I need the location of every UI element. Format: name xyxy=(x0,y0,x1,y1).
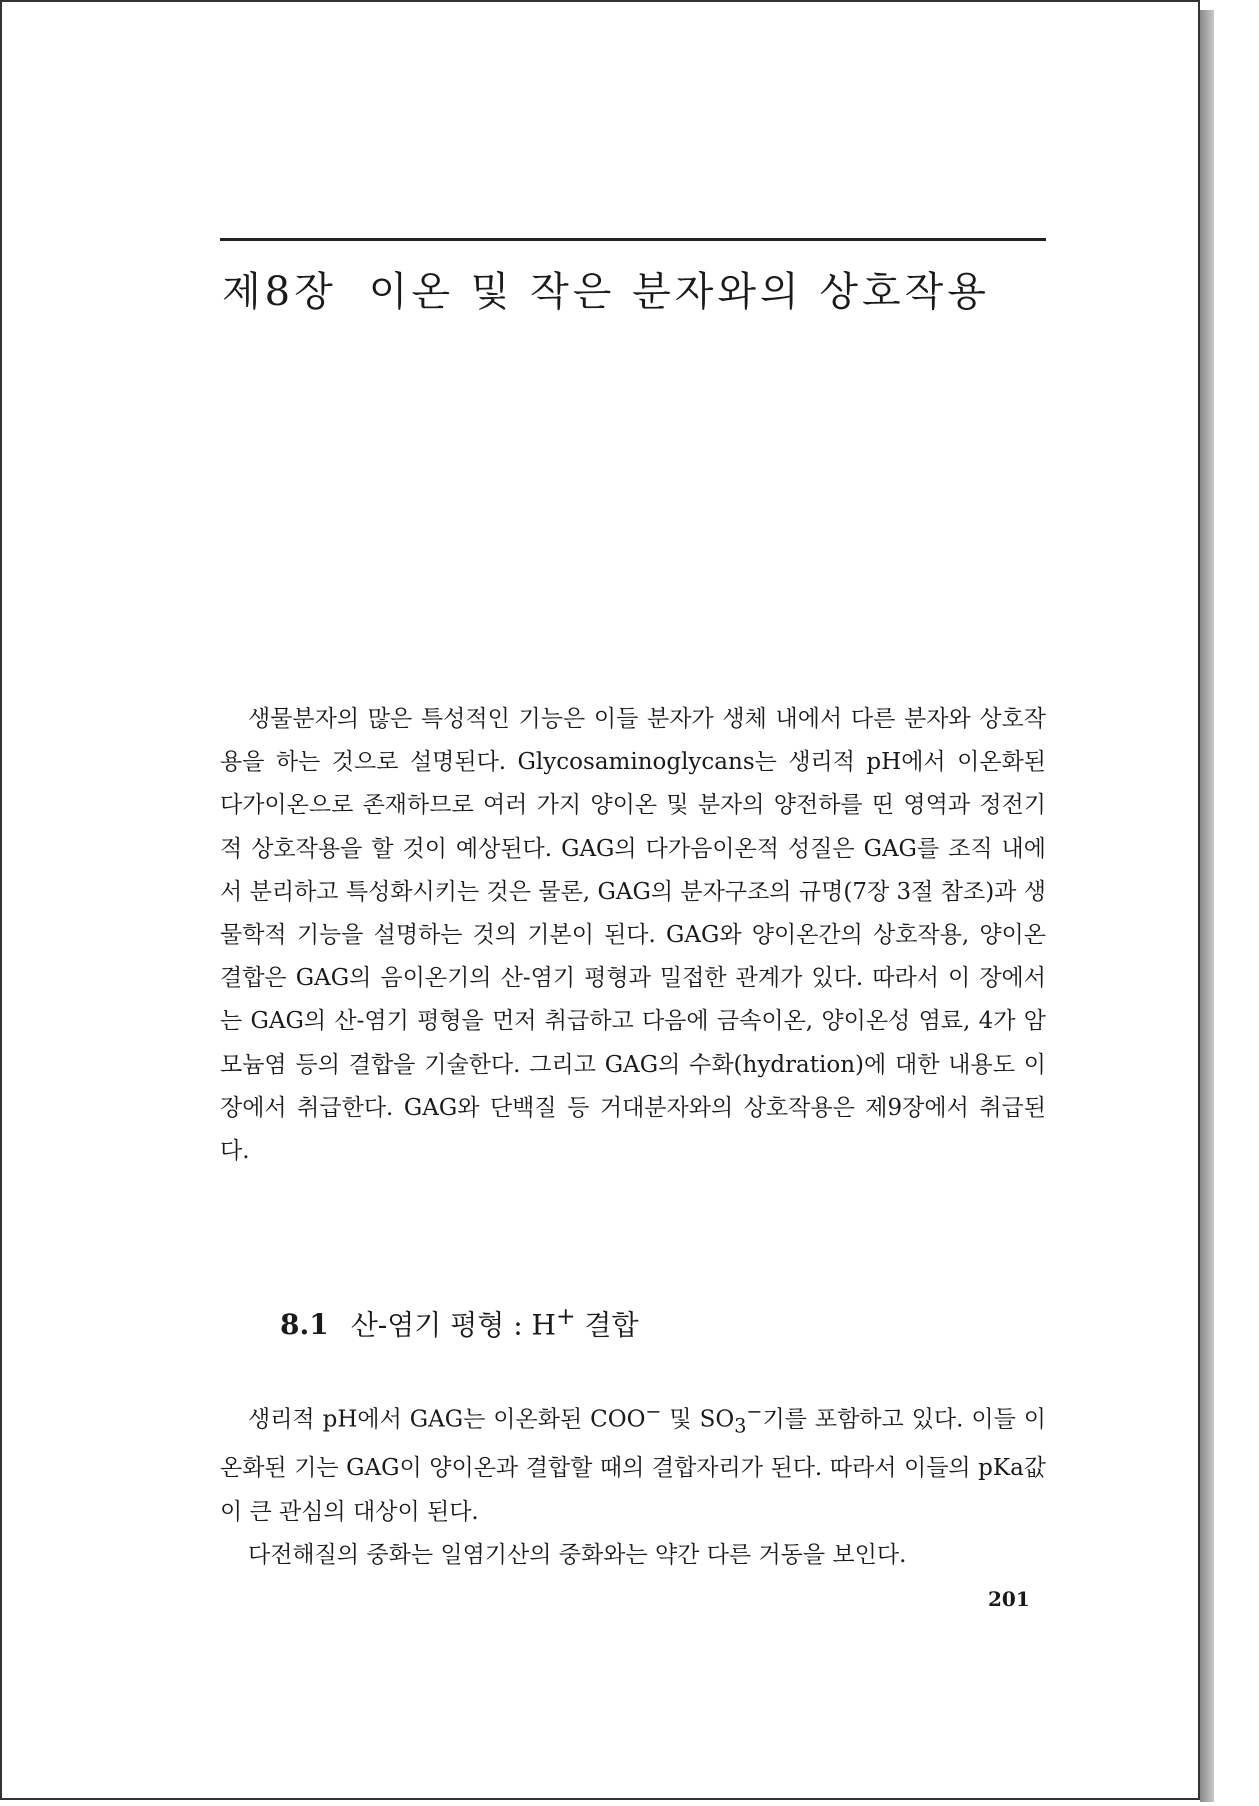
section-title-superscript: + xyxy=(555,1302,576,1330)
section-heading xyxy=(280,1302,639,1343)
section-title-suffix: 결합 xyxy=(575,1308,639,1342)
page-number: 201 xyxy=(988,1587,1030,1611)
chapter-title-text: 이온 및 작은 분자와의 상호작용 xyxy=(368,269,990,315)
section-number: 8.1 xyxy=(280,1308,329,1342)
intro-text xyxy=(220,698,1046,1173)
section-p1-part3: 기를 포함하고 있다. 이들 이온화된 기는 GAG이 양이온과 결합할 때의 결합자리가 된다. 따라서 이들의 pKa값이 큰 관심의 대상이 된다. xyxy=(220,1406,1046,1525)
section-p1-part2: 및 SO xyxy=(661,1406,735,1433)
section-p1-sup2: − xyxy=(746,1400,763,1423)
page-edge-shadow xyxy=(1200,10,1214,1802)
section-paragraph-2: 다전해질의 중화는 일염기산의 중화와는 약간 다른 거동을 보인다. xyxy=(248,1541,907,1568)
section-body xyxy=(220,1390,1046,1577)
section-title-prefix: 산-염기 평형 : H xyxy=(350,1308,556,1342)
section-p1-sub1: 3 xyxy=(734,1414,747,1438)
chapter-title xyxy=(222,260,990,317)
chapter-rule xyxy=(220,238,1046,241)
section-p1-part1: 생리적 pH에서 GAG는 이온화된 COO xyxy=(248,1406,646,1433)
intro-paragraph: 생물분자의 많은 특성적인 기능은 이들 분자가 생체 내에서 다른 분자와 상호작용을 하는 것으로 설명된다. Glycosaminoglycans는 생리적 pH에서 이온화된 다가이온으로 존재하므로 여러 가지 양이온 및 분자의 양전하를 띤 영역과 정전기적 상호작용을 할 것이 예상된다. GAG의 다가음이온적 성질은 GAG를 조직 내에서 분리하고 특성화시키는 것은 물론, GAG의 분자구조의 규명(7장 3절 참조)과 생물학적 기능을 설명하는 것의 기본이 된다. GAG와 양이온간의 상호작용, 양이온 결합은 GAG의 음이온기의 산-염기 평형과 밀접한 관계가 있다. 따라서 이 장에서는 GAG의 산-염기 평형을 먼저 취급하고 다음에 금속이온, 양이온성 염료, 4가 암모늄염 등의 결합을 기술한다. 그리고 GAG의 수화(hydration)에 대한 내용도 이 장에서 취급한다. GAG와 단백질 등 거대분자와의 상호작용은 제9장에서 취급된다. xyxy=(220,706,1046,1165)
section-paragraph-1 xyxy=(220,1390,1046,1534)
section-p1-sup1: − xyxy=(645,1400,662,1423)
chapter-number: 제8장 xyxy=(222,269,337,315)
